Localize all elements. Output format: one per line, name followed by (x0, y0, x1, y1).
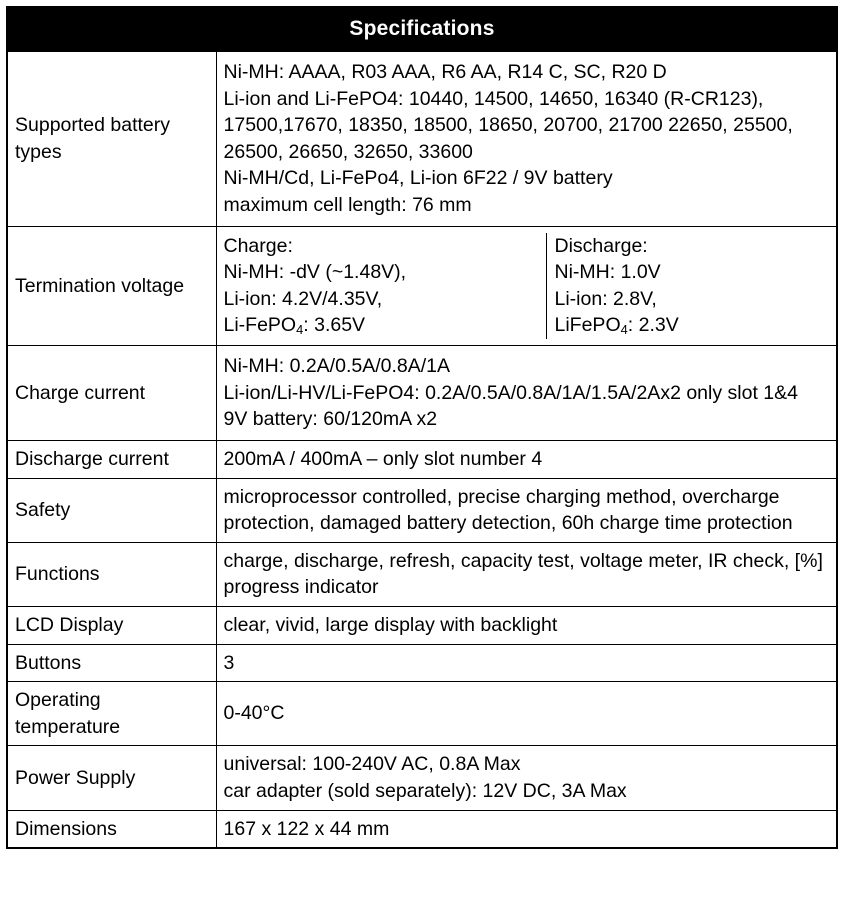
specifications-table (6, 6, 838, 849)
row-label-functions: Functions (7, 542, 216, 606)
charge-current-line-1: Ni-MH: 0.2A/0.5A/0.8A/1A (223, 355, 451, 378)
row-value-safety: microprocessor controlled, precise charging method, overcharge protection, damaged battery detection, 60h charge time protection (216, 478, 837, 542)
termination-voltage-split (224, 233, 837, 339)
table-row (7, 52, 837, 227)
discharge-nimh: Ni-MH: 1.0V (554, 261, 661, 284)
termination-voltage-discharge-column (546, 233, 837, 339)
row-label-operating-temperature: Operating temperature (7, 682, 216, 746)
table-row (7, 606, 837, 644)
table-row (7, 644, 837, 682)
charge-liion: Li-ion: 4.2V/4.35V, (223, 287, 383, 310)
row-value-supported-battery-types (216, 52, 837, 227)
table-row (7, 682, 837, 746)
termination-voltage-charge-column (224, 233, 546, 339)
charge-current-line-2: Li-ion/Li-HV/Li-FePO4: 0.2A/0.5A/0.8A/1A/1.5A/2Ax2 only slot 1&4 (223, 381, 798, 404)
row-label-charge-current: Charge current (7, 346, 216, 441)
charge-nimh: Ni-MH: -dV (~1.48V), (223, 261, 407, 284)
row-value-charge-current (216, 346, 837, 441)
battery-types-line-3: Ni-MH/Cd, Li-FePo4, Li-ion 6F22 / 9V battery (223, 167, 613, 190)
charge-lifepo4-subscript: 4 (296, 322, 304, 338)
row-value-operating-temperature: 0-40°C (216, 682, 837, 746)
row-value-buttons: 3 (216, 644, 837, 682)
battery-types-line-2: Li-ion and Li-FePO4: 10440, 14500, 14650, 16340 (R-CR123), 17500,17670, 18350, 18500, 18650, 20700, 21700 22650, 25500, 26500, 26650, 32650, 33600 (223, 87, 793, 163)
charge-title: Charge: (223, 234, 293, 257)
charge-lifepo4-value: : 3.65V (303, 314, 366, 337)
table-row (7, 346, 837, 441)
discharge-title: Discharge: (554, 234, 648, 257)
charge-lifepo4-name: Li-FePO (223, 314, 297, 337)
battery-types-line-4: maximum cell length: 76 mm (223, 194, 472, 217)
row-value-termination-voltage (216, 226, 837, 345)
table-header-row (7, 7, 837, 52)
table-row (7, 478, 837, 542)
table-row (7, 542, 837, 606)
table-row (7, 746, 837, 810)
discharge-lifepo4 (555, 312, 837, 339)
row-label-buttons: Buttons (7, 644, 216, 682)
table-row (7, 440, 837, 478)
discharge-lifepo4-name: LiFePO (554, 314, 621, 337)
row-label-lcd-display: LCD Display (7, 606, 216, 644)
row-label-safety: Safety (7, 478, 216, 542)
row-label-discharge-current: Discharge current (7, 440, 216, 478)
row-value-power-supply (216, 746, 837, 810)
table-row (7, 810, 837, 848)
discharge-lifepo4-subscript: 4 (620, 322, 628, 338)
row-label-termination-voltage: Termination voltage (7, 226, 216, 345)
discharge-liion: Li-ion: 2.8V, (554, 287, 657, 310)
charge-current-line-3: 9V battery: 60/120mA x2 (223, 408, 438, 431)
row-value-functions: charge, discharge, refresh, capacity test, voltage meter, IR check, [%] progress indicator (216, 542, 837, 606)
row-value-discharge-current: 200mA / 400mA – only slot number 4 (216, 440, 837, 478)
table-row (7, 226, 837, 345)
power-supply-line-2: car adapter (sold separately): 12V DC, 3A Max (223, 780, 627, 803)
power-supply-line-1: universal: 100-240V AC, 0.8A Max (223, 753, 521, 776)
row-value-lcd-display: clear, vivid, large display with backlight (216, 606, 837, 644)
discharge-lifepo4-value: : 2.3V (627, 314, 679, 337)
battery-types-line-1: Ni-MH: AAAA, R03 AAA, R6 AA, R14 C, SC, R20 D (223, 61, 667, 83)
row-value-dimensions: 167 x 122 x 44 mm (216, 810, 837, 848)
row-label-power-supply: Power Supply (7, 746, 216, 810)
row-label-supported-battery-types: Supported battery types (7, 52, 216, 227)
charge-lifepo4 (224, 312, 540, 339)
table-title: Specifications (7, 7, 837, 52)
row-label-dimensions: Dimensions (7, 810, 216, 848)
